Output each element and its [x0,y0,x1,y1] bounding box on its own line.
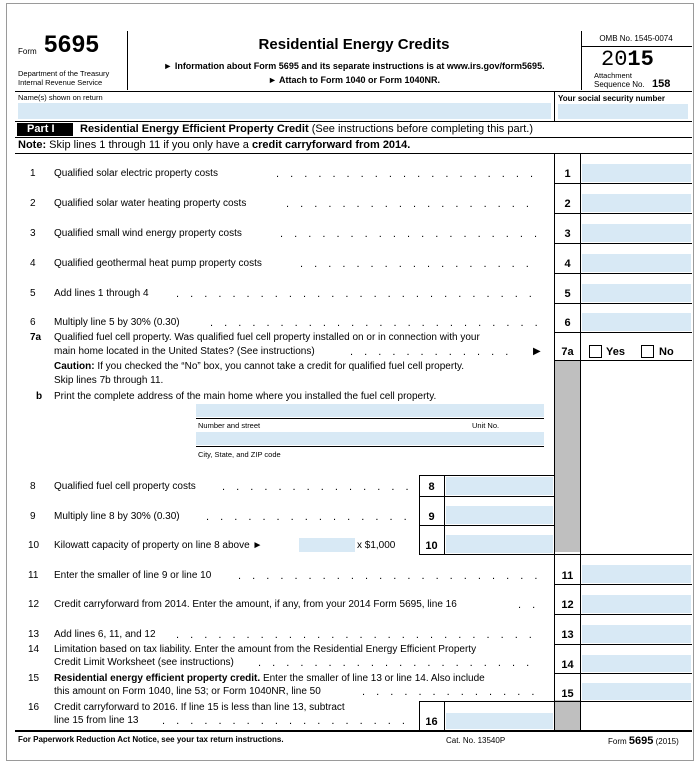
box-label: 10 [425,540,438,552]
no-label: No [659,346,674,358]
form-title: Residential Energy Credits [258,36,450,53]
line-text: Add lines 6, 11, and 12 [54,629,156,640]
leader-dots: . . . . . . . . . . . . . . . . . . . . . . . . . . [176,629,536,641]
line-2-amount-field[interactable] [582,194,691,212]
kilowatt-capacity-field[interactable] [299,538,355,552]
line-number: 15 [28,673,40,684]
leader-dots: . . . . . . . . . . . . . [362,686,539,698]
line-number: 1 [30,168,36,179]
ssn-label: Your social security number [558,94,665,103]
line-number: 10 [28,540,40,551]
part-label: Part I [27,123,55,135]
leader-dots: . . . . . . . . . . . . . . . . . . . [276,168,538,180]
line-number: 16 [28,702,40,713]
line-text-2: Credit Limit Worksheet (see instructions) [54,657,234,668]
line-text: Qualified fuel cell property costs [54,481,196,492]
line-text: Add lines 1 through 4 [54,288,149,299]
line-text: Qualified solar electric property costs [54,168,218,179]
form-prefix: Form [18,47,37,56]
note-line: Note: Skip lines 1 through 11 if you only have a credit carryforward from 2014. [18,139,411,151]
line-text: Qualified geothermal heat pump property costs [54,258,262,269]
box-label: 15 [561,688,574,700]
box-label: 14 [561,659,574,671]
shaded-column-bottom [555,700,580,730]
line-text-2: line 15 from line 13 [54,715,139,726]
yes-checkbox[interactable] [589,345,602,358]
box-label: 8 [428,481,435,493]
line-13-amount-field[interactable] [582,625,691,643]
footer-form-id: Form 5695 (2015) [608,735,679,747]
line-8-amount-field[interactable] [446,477,553,495]
line-text: Multiply line 5 by 30% (0.30) [54,317,180,328]
box-label: 16 [425,716,438,728]
line-text: Qualified small wind energy property costs [54,228,242,239]
line-text-2: this amount on Form 1040, line 53; or Form 1040NR, line 50 [54,686,321,697]
line-5-amount-field[interactable] [582,284,691,302]
leader-dots: . . . . . . . . . . . . . . . . . . [162,715,409,727]
leader-dots: . . . . . . . . . . . . . . [222,481,413,493]
unit-label: Unit No. [472,421,500,430]
line-text: Enter the smaller of line 9 or line 10 [54,570,212,581]
line-number: 8 [30,481,36,492]
names-label: Name(s) shown on return [18,93,103,102]
line-text: Multiply line 8 by 30% (0.30) [54,511,180,522]
caution-text-2: Skip lines 7b through 11. [54,375,164,386]
box-label: 12 [561,599,574,611]
leader-dots: . . . . . . . . . . . . . . . . . [300,258,533,270]
line-number: 11 [28,570,39,581]
line-text: Kilowatt capacity of property on line 8 above ► [54,540,263,551]
attach-line: ► Attach to Form 1040 or Form 1040NR. [267,75,441,85]
line-number: 14 [28,644,40,655]
box-label: 5 [564,288,571,300]
line-text-1: Credit carryforward to 2016. If line 15 is less than line 13, subtract [54,702,345,713]
box-label: 3 [564,228,571,240]
catalog-number: Cat. No. 13540P [446,736,506,745]
line-6-amount-field[interactable] [582,313,691,331]
ssn-field[interactable] [558,104,688,119]
paperwork-notice: For Paperwork Reduction Act Notice, see your tax return instructions. [18,735,284,744]
info-line: ► Information about Form 5695 and its separate instructions is at www.irs.gov/form5695. [163,61,545,71]
shaded-column [555,360,580,552]
line-text: Qualified solar water heating property costs [54,198,247,209]
box-label: 7a [561,346,574,358]
name-field[interactable] [18,103,551,119]
city-state-zip-field[interactable] [196,432,544,445]
city-label: City, State, and ZIP code [198,450,281,459]
leader-dots: . . . . . . . . . . . . . . . [206,511,411,523]
box-label: 9 [428,511,435,523]
sequence-label: Sequence No. [594,80,645,89]
leader-dots: . . . . . . . . . . . . . . . . . . . . . . . . . . [176,288,536,300]
street-address-field[interactable] [196,404,544,417]
times-label: x $1,000 [357,540,396,551]
line-number: 7a [30,332,42,343]
box-label: 1 [564,168,571,180]
line-14-amount-field[interactable] [582,655,691,672]
line-text-2: main home located in the United States? (See instructions) [54,346,315,357]
department-label: Department of the Treasury [18,69,110,78]
arrow-icon: ▶ [533,346,541,357]
line-12-amount-field[interactable] [582,595,691,613]
box-label: 11 [561,570,574,582]
street-label: Number and street [198,421,261,430]
line-number: 3 [30,228,36,239]
yes-label: Yes [606,346,625,358]
box-label: 6 [564,317,571,329]
leader-dots: . . . . . . . . . . . . . . . . . . . . . . [238,570,542,582]
line-4-amount-field[interactable] [582,254,691,272]
tax-year: 2015 [601,47,654,72]
line-9-amount-field[interactable] [446,506,553,524]
form-number: 5695 [44,31,100,58]
line-11-amount-field[interactable] [582,565,691,583]
line-text-1: Residential energy efficient property credit. Enter the smaller of line 13 or line 14. Also include [54,673,485,684]
leader-dots: . . . . . . . . . . . . . . . . . . [286,198,533,210]
line-number: 12 [28,599,40,610]
irs-label: Internal Revenue Service [18,78,103,87]
leader-dots: . . . . . . . . . . . . . . . . . . . [280,228,542,240]
no-checkbox[interactable] [641,345,654,358]
attachment-label: Attachment [594,71,632,80]
line-15-amount-field[interactable] [582,683,691,700]
line-text-1: Limitation based on tax liability. Enter the amount from the Residential Energy Efficient Property [54,644,477,655]
box-label: 4 [564,258,571,270]
line-3-amount-field[interactable] [582,224,691,242]
part-title: Residential Energy Efficient Property Credit (See instructions before completing this part.) [80,123,534,135]
leader-dots: . . . . . . . . . . . . . . . . . . . . . . . . [210,317,542,329]
line-number: 4 [30,258,36,269]
sequence-number: 158 [652,78,671,90]
line-number: 9 [30,511,36,522]
line-number: 6 [30,317,36,328]
line-16-amount-field[interactable] [446,713,553,729]
box-label: 2 [564,198,571,210]
omb-number: OMB No. 1545-0074 [599,34,673,43]
leader-dots: . . . . . . . . . . . . [350,346,513,358]
line-number: b [36,391,43,402]
line-number: 13 [28,629,40,640]
leader-dots: . . [518,599,540,611]
line-text: Print the complete address of the main home where you installed the fuel cell property. [54,391,437,402]
line-text: Credit carryforward from 2014. Enter the amount, if any, from your 2014 Form 5695, line 16 [54,599,457,610]
box-label: 13 [561,629,574,641]
line-number: 5 [30,288,36,299]
line-text-1: Qualified fuel cell property. Was qualified fuel cell property installed on or in connection with your [54,332,480,343]
line-1-amount-field[interactable] [582,164,691,182]
caution-text-1: Caution: If you checked the “No” box, you cannot take a credit for qualified fuel cell property. [54,361,465,372]
line-number: 2 [30,198,36,209]
leader-dots: . . . . . . . . . . . . . . . . . . . . [258,657,534,669]
line-10-amount-field[interactable] [446,535,553,553]
